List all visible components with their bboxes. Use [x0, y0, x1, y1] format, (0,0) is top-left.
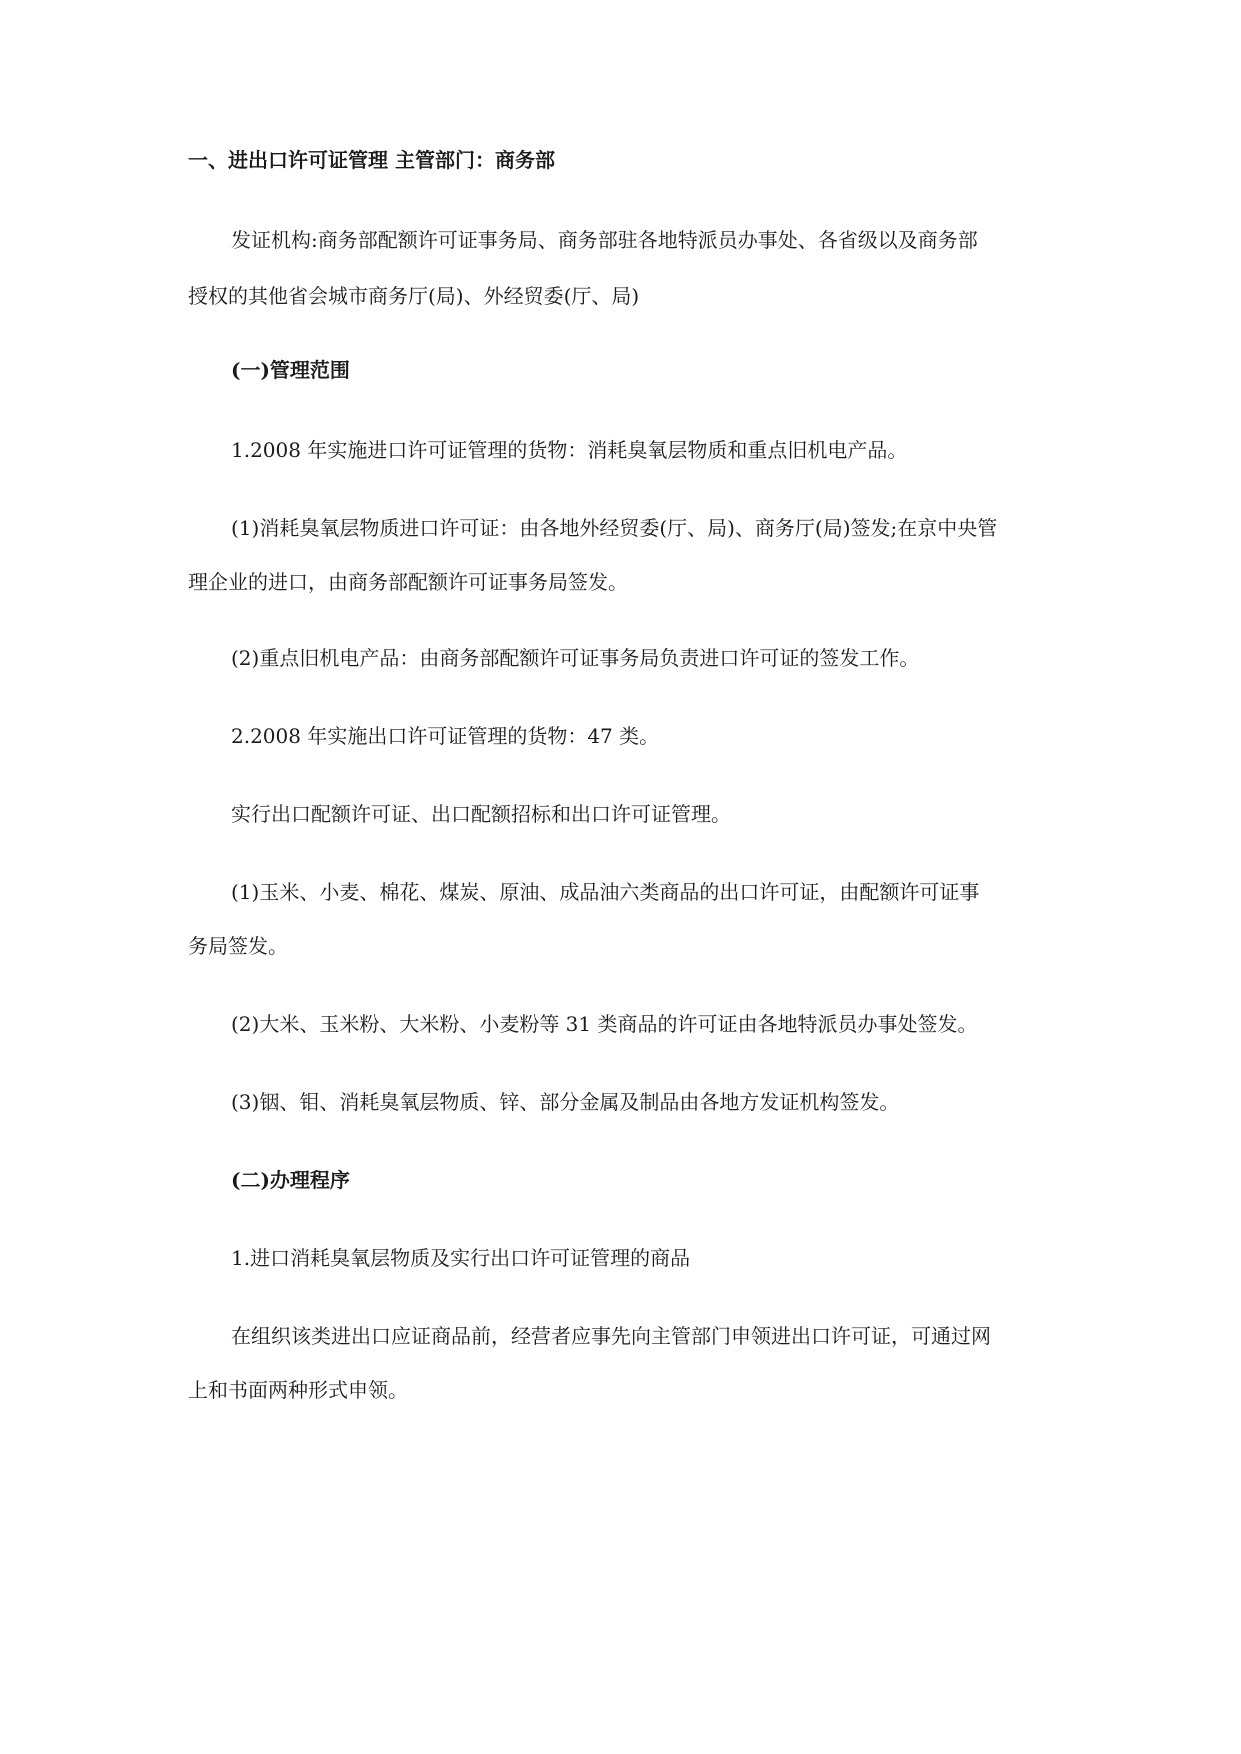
- issuer-paragraph-line-2: 授权的其他省会城市商务厅(局)、外经贸委(厅、局): [188, 284, 640, 308]
- paragraph-ods-line-2: 理企业的进口，由商务部配额许可证事务局签发。: [188, 570, 628, 594]
- paragraph-six-commodities-line-1: (1)玉米、小麦、棉花、煤炭、原油、成品油六类商品的出口许可证，由配额许可证事: [231, 880, 980, 904]
- paragraph-export-management: 实行出口配额许可证、出口配额招标和出口许可证管理。: [231, 802, 731, 826]
- paragraph-export-goods: 2.2008 年实施出口许可证管理的货物：47 类。: [231, 724, 660, 748]
- paragraph-ods-line-1: (1)消耗臭氧层物质进口许可证：由各地外经贸委(厅、局)、商务厅(局)签发;在京中央管: [231, 516, 998, 540]
- paragraph-six-commodities-line-2: 务局签发。: [188, 934, 288, 958]
- main-heading: 一、进出口许可证管理 主管部门：商务部: [188, 148, 555, 172]
- paragraph-procedure-1: 1.进口消耗臭氧层物质及实行出口许可证管理的商品: [231, 1246, 691, 1270]
- paragraph-31-commodities: (2)大米、玉米粉、大米粉、小麦粉等 31 类商品的许可证由各地特派员办事处签发。: [231, 1012, 978, 1036]
- issuer-paragraph-line-1: 发证机构:商务部配额许可证事务局、商务部驻各地特派员办事处、各省级以及商务部: [231, 228, 978, 252]
- section-title-scope: (一)管理范围: [231, 358, 350, 382]
- paragraph-import-goods: 1.2008 年实施进口许可证管理的货物：消耗臭氧层物质和重点旧机电产品。: [231, 438, 908, 462]
- paragraph-application-line-1: 在组织该类进出口应证商品前，经营者应事先向主管部门申领进出口许可证，可通过网: [231, 1324, 991, 1348]
- paragraph-metals: (3)铟、钼、消耗臭氧层物质、锌、部分金属及制品由各地方发证机构签发。: [231, 1090, 900, 1114]
- section-title-procedure: (二)办理程序: [231, 1168, 350, 1192]
- paragraph-application-line-2: 上和书面两种形式申领。: [188, 1378, 408, 1402]
- paragraph-used-machinery: (2)重点旧机电产品：由商务部配额许可证事务局负责进口许可证的签发工作。: [231, 646, 920, 670]
